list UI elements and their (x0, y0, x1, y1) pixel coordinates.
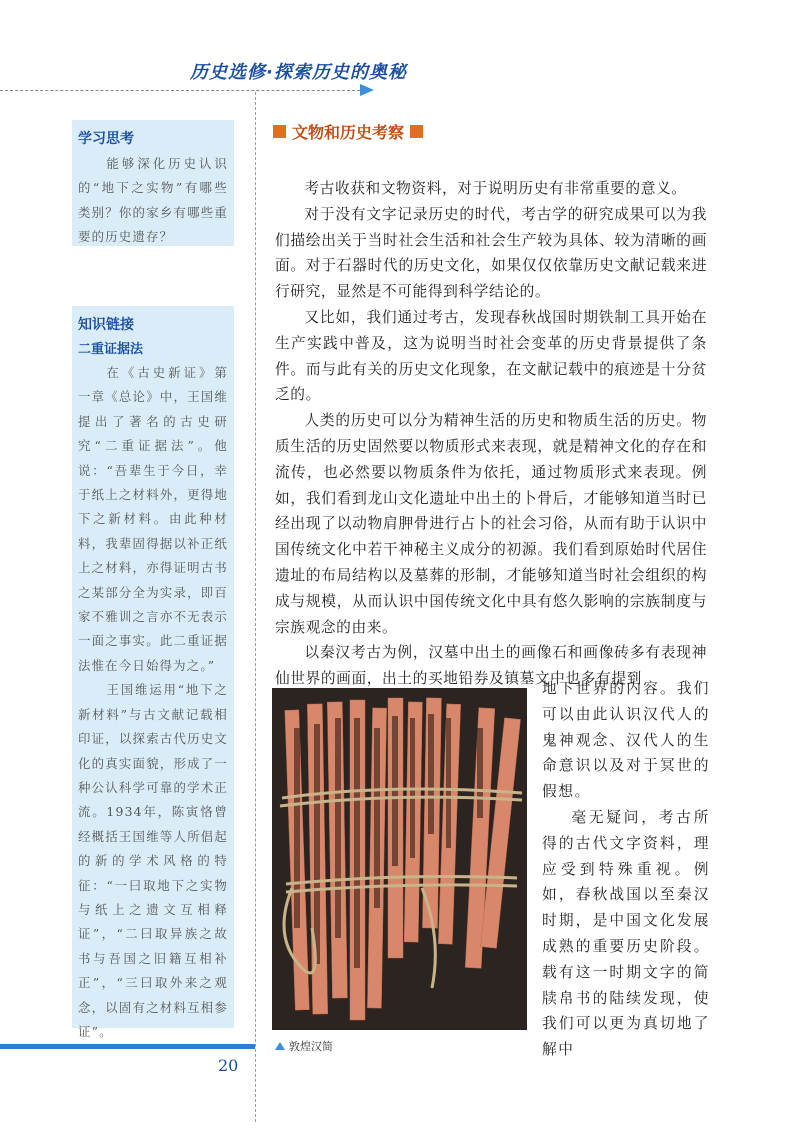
heading-square-icon (410, 125, 423, 138)
caption-triangle-icon (275, 1042, 285, 1050)
header-arrow-icon (360, 84, 374, 96)
knowledge-box-subheading: 二重证据法 (78, 342, 144, 357)
think-box-heading: 学习思考 (78, 131, 134, 147)
dunhuang-slips-photo (272, 688, 527, 1030)
page-number: 20 (218, 1056, 239, 1075)
main-paragraph-3: 又比如，我们通过考古，发现春秋战国时期铁制工具开始在生产实践中普及，这为说明当时社会变革的历史背景提供了条件。而与此有关的历史文化现象，在文献记载中的痕迹是十分贫乏的。 (275, 308, 707, 404)
main-body-text (275, 176, 707, 692)
figure-caption-text: 敦煌汉简 (289, 1040, 333, 1053)
figure-caption (275, 1038, 333, 1054)
footer-bar (0, 1044, 255, 1049)
knowledge-paragraph-1: 在《古史新证》第一章《总论》中，王国维提出了著名的古史研究“二重证据法”。他说：“吾辈生于今日，幸于纸上之材料外，更得地下之新材料。由此种材料，我辈固得据以补正纸上之材料，亦得证明古书之某部分全为实录，即百家不雅训之言亦不无表示一面之事实。此二重证据法惟在今日始得为之。” (78, 365, 228, 673)
sidebar-think-box (72, 120, 234, 246)
column-divider (255, 92, 256, 1122)
wrapped-paragraph-1: 地下世界的内容。我们可以由此认识汉代人的鬼神观念、汉代人的生命意识以及对于冥世的假想。 (542, 680, 710, 801)
think-box-paragraph: 能够深化历史认识的“地下之实物”有哪些类别？你的家乡有哪些重要的历史遗存？ (78, 156, 228, 245)
running-header-title: 历史选修·探索历史的奥秘 (190, 62, 407, 83)
knowledge-paragraph-2: 王国维运用“地下之新材料”与古文献记载相印证，以探索古代历史文化的真实面貌，形成了一种公认科学可靠的学术正流。1934年，陈寅恪曾经概括王国维等人所倡起的新的学术风格的特征：“一曰取地下之实物与纸上之遗文互相释证”，“二曰取异族之故书与吾国之旧籍互相补正”，“三曰取外来之观念，以固有之材料互相参证”。 (78, 682, 228, 1039)
main-paragraph-2: 对于没有文字记录历史的时代，考古学的研究成果可以为我们描绘出关于当时社会生活和社会生产较为具体、较为清晰的画面。对于石器时代的历史文化，如果仅仅依靠历史文献记载来进行研究，显然是不可能得到科学结论的。 (275, 205, 707, 301)
knowledge-box-text (78, 361, 228, 1044)
section-heading (273, 120, 423, 143)
think-box-text (78, 152, 228, 250)
main-paragraph-4: 人类的历史可以分为精神生活的历史和物质生活的历史。物质生活的历史固然要以物质形式来表现，就是精神文化的存在和流传，也必然要以物质条件为依托，通过物质形式来表现。例如，我们看到龙山文化遗址中出土的卜骨后，才能够知道当时已经出现了以动物肩胛骨进行占卜的社会习俗，从而有助于认识中国传统文化中若干神秘主义成分的初源。我们看到原始时代居住遗址的布局结构以及墓葬的形制，才能够知道当时社会组织的构成与规模，从而认识中国传统文化中具有悠久影响的宗族制度与宗族观念的由来。 (275, 412, 707, 636)
main-paragraph-5: 以秦汉考古为例，汉墓中出土的画像石和画像砖多有表现神仙世界的画面，出土的买地铅券及镇墓文中也多有提到 (275, 644, 707, 688)
knowledge-box-heading: 知识链接 (78, 317, 134, 333)
wrapped-paragraph-2: 毫无疑问，考古所得的古代文字资料，理应受到特殊重视。例如，春秋战国以至秦汉时期，是中国文化发展成熟的重要历史阶段。载有这一时期文字的简牍帛书的陆续发现，使我们可以更为真切地了解中 (542, 808, 710, 1059)
sidebar-knowledge-box (72, 306, 234, 1039)
wooden-slips-illustration (272, 688, 527, 1030)
section-heading-text: 文物和历史考察 (292, 123, 405, 142)
wrapped-text-column (542, 676, 710, 1063)
heading-square-icon (273, 125, 286, 138)
main-paragraph-1: 考古收获和文物资料，对于说明历史有非常重要的意义。 (304, 180, 687, 197)
header-divider (0, 90, 370, 91)
